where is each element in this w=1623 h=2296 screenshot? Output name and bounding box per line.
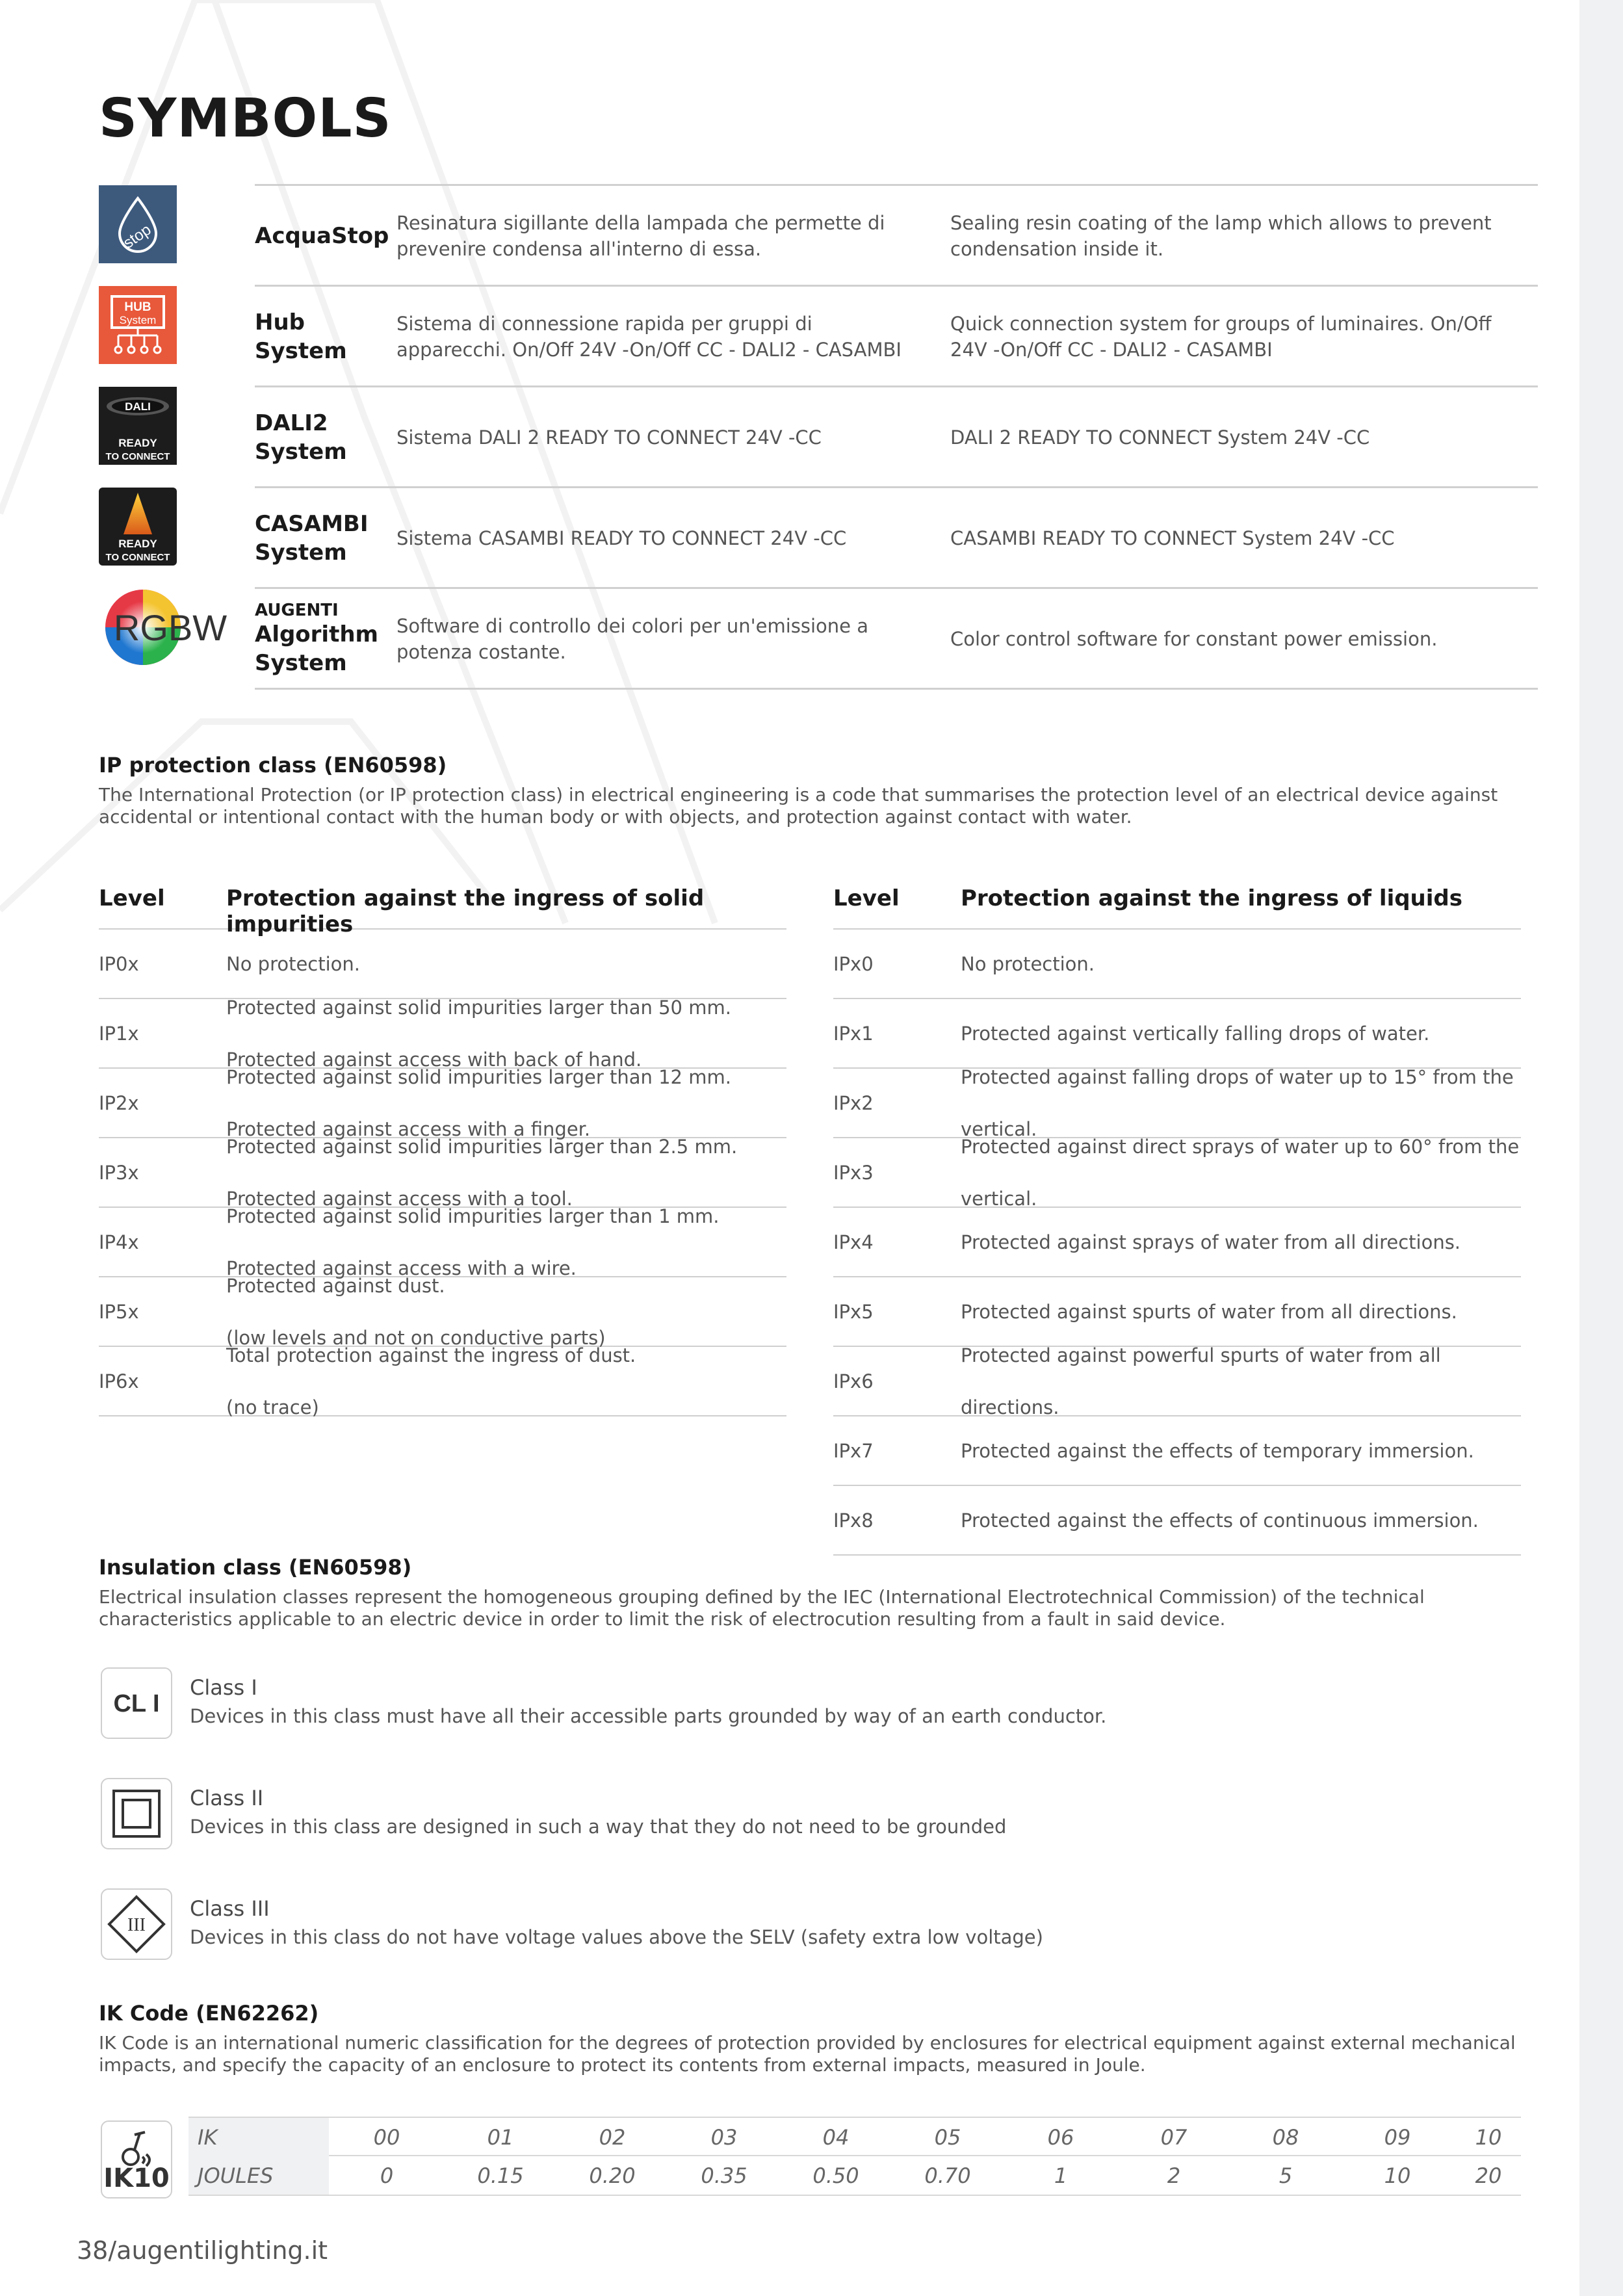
ip-row (833, 1416, 1521, 1486)
ip-description-line: No protection. (226, 952, 361, 975)
insulation-class-title: Class III (190, 1896, 270, 1921)
acquastop-icon-text: stop (120, 220, 155, 252)
casambi-icon (99, 488, 177, 566)
ip-row (99, 1065, 786, 1140)
insulation-class-row (99, 1888, 1399, 1966)
ik-joules-cell: 0 (380, 2163, 394, 2188)
solid-protection-header: Protection against the ingress of solid impurities (226, 885, 705, 937)
symbol-name (255, 488, 391, 588)
acquastop-icon (99, 185, 177, 263)
ik-joules-cell: 2 (1167, 2163, 1181, 2188)
symbol-name (255, 588, 391, 689)
joules-row-label: JOULES (188, 2156, 329, 2195)
ip-row (99, 1274, 786, 1349)
level-header: Level (833, 885, 900, 911)
symbol-row (99, 185, 1538, 286)
ik-joules-cell: 0.70 (924, 2163, 971, 2188)
symbol-name-line: Hub System (255, 309, 347, 364)
symbol-row (99, 387, 1538, 488)
ik-icon-label: IK10 (103, 2163, 170, 2193)
ip-description (961, 1416, 1474, 1485)
ip-description-line: Protected against access with back of hand. (226, 1048, 642, 1071)
ip-row (833, 930, 1521, 999)
ip-row (99, 930, 786, 999)
insulation-class-description: Devices in this class do not have voltage values above the SELV (safety extra low voltage) (190, 1926, 1043, 1948)
ip-description (961, 1277, 1457, 1346)
symbol-row (99, 286, 1538, 387)
symbol-description-it: Sistema CASAMBI READY TO CONNECT 24V -CC (396, 527, 847, 549)
ip-level: IPx4 (833, 1231, 874, 1253)
casambi-connect-text: TO CONNECT (105, 552, 170, 563)
dali-ready-text: READY (118, 437, 157, 449)
ik-code-cell: 10 (1475, 2124, 1502, 2150)
ip-description-line: Protected against solid impurities larger than 1 mm. (226, 1205, 720, 1227)
ip-row (833, 1208, 1521, 1277)
symbol-name (255, 185, 391, 286)
class-1-icon-text: CL I (113, 1690, 160, 1717)
dali-icon-text: DALI (125, 400, 151, 413)
ip-description-line: Protected against access with a wire. (226, 1257, 577, 1279)
page-title: SYMBOLS (99, 88, 392, 150)
insulation-class-row (99, 1778, 1399, 1856)
ip-description (226, 930, 360, 998)
class-1-icon (101, 1667, 172, 1739)
symbol-description-it: Resinatura sigillante della lampada che permette di prevenire condensa all'interno di essa. (396, 211, 885, 260)
ip-description-line: Protected against sprays of water from all directions. (961, 1231, 1461, 1253)
ip-description-line: Protected against vertically falling drops of water. (961, 1022, 1430, 1045)
ip-level: IPx0 (833, 952, 874, 975)
ip-solid-header (99, 871, 786, 937)
insulation-class-row (99, 1667, 1399, 1745)
symbol-description-en: Sealing resin coating of the lamp which allows to prevent condensation inside it. (950, 211, 1492, 260)
ip-description-line: Protected against direct sprays of water up to 60° from the (961, 1135, 1520, 1158)
ik-code-cell: 03 (710, 2124, 738, 2150)
ip-section-title: IP protection class (EN60598) (99, 753, 447, 777)
class-3-icon (101, 1888, 172, 1960)
symbol-name-line: System (255, 438, 347, 465)
symbol-name-line: CASAMBI (255, 510, 369, 537)
ik-row-label: IK (188, 2118, 329, 2156)
ip-row (99, 1344, 786, 1418)
ip-description-line: Protected against spurts of water from all directions. (961, 1300, 1457, 1323)
symbol-row (99, 488, 1538, 588)
casambi-ready-text: READY (118, 538, 157, 550)
ik-code-cell: 04 (822, 2124, 850, 2150)
ip-liquid-header (833, 871, 1521, 930)
ip-description-line: Protected against the effects of temporary immersion. (961, 1439, 1474, 1462)
ip-level: IP4x (99, 1231, 139, 1253)
ik-code-cell: 09 (1384, 2124, 1411, 2150)
ip-description-line: Protected against access with a finger. (226, 1117, 591, 1140)
hub-system-icon (99, 286, 177, 364)
ip-level: IP1x (99, 1022, 139, 1045)
class-3-icon-text: III (127, 1915, 146, 1935)
ip-description-line: (low levels and not on conductive parts) (226, 1326, 606, 1349)
ip-level: IP6x (99, 1370, 139, 1392)
symbol-description-it: Sistema DALI 2 READY TO CONNECT 24V -CC (396, 426, 822, 449)
class-2-icon (101, 1778, 172, 1849)
ik-code-cell: 07 (1160, 2124, 1188, 2150)
insulation-class-description: Devices in this class must have all their accessible parts grounded by way of an earth conductor. (190, 1705, 1107, 1727)
ip-description-line: directions. (961, 1396, 1059, 1418)
ik-code-cell: 05 (934, 2124, 961, 2150)
ip-row (833, 1486, 1521, 1556)
ip-level: IPx7 (833, 1439, 874, 1462)
ip-section-description: The International Protection (or IP protection class) in electrical engineering is a code that summarises the protection level of an electrical device against accidental or intentional contact with the human body or with objects, and protection against contact with water. (99, 784, 1498, 828)
ip-level: IPx8 (833, 1509, 874, 1532)
ip-row (99, 1135, 786, 1210)
symbol-description-en: DALI 2 READY TO CONNECT System 24V -CC (950, 426, 1370, 449)
ip-row (99, 1205, 786, 1279)
ip-description (226, 996, 731, 1071)
symbol-description-en: Color control software for constant power emission. (950, 627, 1438, 650)
insulation-class-description: Devices in this class are designed in such a way that they do not need to be grounded (190, 1816, 1007, 1838)
ik-joules-cell: 0.20 (589, 2163, 636, 2188)
symbol-description-it: Sistema di connessione rapida per gruppi di apparecchi. On/Off 24V -On/Off CC - DALI2 - CASAMBI (396, 312, 902, 361)
insulation-class-title: Class II (190, 1786, 264, 1810)
symbol-name-line: DALI2 (255, 410, 328, 436)
ip-description (961, 999, 1429, 1067)
ip-level: IP5x (99, 1300, 139, 1323)
dali-connect-text: TO CONNECT (105, 451, 170, 462)
ip-level: IP3x (99, 1161, 139, 1184)
ik-impact-icon (101, 2120, 172, 2198)
dali2-icon (99, 387, 177, 465)
ip-description (226, 1065, 731, 1140)
ip-description (961, 1208, 1461, 1276)
ik-row-joules (188, 2156, 1521, 2196)
ip-description (961, 930, 1095, 998)
ik-joules-cell: 0.15 (477, 2163, 524, 2188)
symbol-description-en: CASAMBI READY TO CONNECT System 24V -CC (950, 527, 1395, 549)
ip-level: IPx6 (833, 1370, 874, 1392)
ik-section-title: IK Code (EN62262) (99, 2001, 319, 2026)
ik-joules-cell: 0.50 (812, 2163, 859, 2188)
liquid-protection-header: Protection against the ingress of liquids (961, 885, 1462, 911)
ip-description-line: Protected against solid impurities larger than 50 mm. (226, 996, 731, 1019)
ik-joules-cell: 10 (1384, 2163, 1411, 2188)
rgbw-icon (99, 582, 229, 673)
rgbw-icon-text: RGBW (113, 607, 227, 648)
ip-description-line: Protected against solid impurities larger than 12 mm. (226, 1065, 731, 1088)
ip-row (833, 999, 1521, 1069)
ip-description-line: vertical. (961, 1187, 1037, 1210)
ip-description-line: Total protection against the ingress of dust. (226, 1344, 636, 1366)
ip-level: IP2x (99, 1091, 139, 1114)
page-footer: 38/augentilighting.it (77, 2236, 328, 2265)
ik-section-description: IK Code is an international numeric classification for the degrees of protection provided by enclosures for electrical equipment against external mechanical impacts, and specify the capacity of an enclosure to protect its contents from external impacts, measured in Joule. (99, 2032, 1516, 2076)
ip-description-line: (no trace) (226, 1396, 319, 1418)
ik-table (188, 2117, 1521, 2196)
ip-row (833, 1277, 1521, 1347)
symbol-name-line: Algorithm (255, 621, 378, 647)
ip-solid-table (99, 871, 786, 1416)
symbol-name (255, 286, 391, 387)
ip-description-line: vertical. (961, 1117, 1037, 1140)
insulation-section-description: Electrical insulation classes represent the homogeneous grouping defined by the IEC (International Electrotechnical Commission) of the technical characteristics applicable to an electric device in order to limit the risk of electrocution resulting from a fault in said device. (99, 1586, 1425, 1630)
ik-joules-cell: 20 (1475, 2163, 1502, 2188)
ik-code-cell: 01 (487, 2124, 514, 2150)
symbol-name-brand: AUGENTI (255, 600, 339, 620)
ik-code-cell: 08 (1272, 2124, 1299, 2150)
ip-description (226, 1274, 606, 1349)
ip-description (961, 1065, 1514, 1140)
ip-description-line: No protection. (961, 952, 1095, 975)
ip-description (961, 1344, 1441, 1418)
ip-row (833, 1135, 1521, 1210)
insulation-section-title: Insulation class (EN60598) (99, 1555, 412, 1580)
ip-description-line: Protected against the effects of continuous immersion. (961, 1509, 1479, 1532)
ip-row (99, 996, 786, 1071)
ik-code-cell: 02 (599, 2124, 626, 2150)
ip-level: IP0x (99, 952, 139, 975)
ip-description-line: Protected against dust. (226, 1274, 445, 1297)
symbol-description-it: Software di controllo dei colori per un'emissione a potenza costante. (396, 614, 868, 663)
ip-description (226, 1135, 738, 1210)
ik-joules-cell: 1 (1054, 2163, 1068, 2188)
ip-liquid-table (833, 871, 1521, 1556)
symbol-name (255, 387, 391, 488)
symbol-name-line: System (255, 649, 347, 676)
ip-level: IPx2 (833, 1091, 874, 1114)
ip-level: IPx3 (833, 1161, 874, 1184)
level-header: Level (99, 885, 165, 911)
ip-description (226, 1205, 720, 1279)
ip-description (961, 1135, 1520, 1210)
symbol-row (99, 588, 1538, 689)
ip-description-line: Protected against solid impurities larger than 2.5 mm. (226, 1135, 738, 1158)
ik-code-cell: 00 (373, 2124, 400, 2150)
ip-level: IPx5 (833, 1300, 874, 1323)
insulation-class-title: Class I (190, 1675, 257, 1700)
ip-description (226, 1344, 636, 1418)
ik-code-cell: 06 (1047, 2124, 1074, 2150)
symbol-name-line: System (255, 539, 347, 566)
hub-icon-text-2: System (119, 314, 157, 326)
page-sidebar-strip (1579, 0, 1623, 2296)
ip-description-line: Protected against powerful spurts of water from all (961, 1344, 1441, 1366)
ip-description-line: Protected against access with a tool. (226, 1187, 573, 1210)
ip-row (833, 1344, 1521, 1418)
ik-joules-cell: 0.35 (701, 2163, 747, 2188)
ip-row (833, 1065, 1521, 1140)
ip-description (961, 1486, 1479, 1554)
hub-icon-text-1: HUB (124, 300, 151, 314)
ip-level: IPx1 (833, 1022, 874, 1045)
symbol-description-en: Quick connection system for groups of luminaires. On/Off 24V -On/Off CC - DALI2 - CASAMBI (950, 312, 1492, 361)
ik-joules-cell: 5 (1279, 2163, 1293, 2188)
symbol-name-line: AcquaStop (255, 222, 389, 249)
ik-row-codes (188, 2117, 1521, 2156)
ip-description-line: Protected against falling drops of water up to 15° from the (961, 1065, 1514, 1088)
